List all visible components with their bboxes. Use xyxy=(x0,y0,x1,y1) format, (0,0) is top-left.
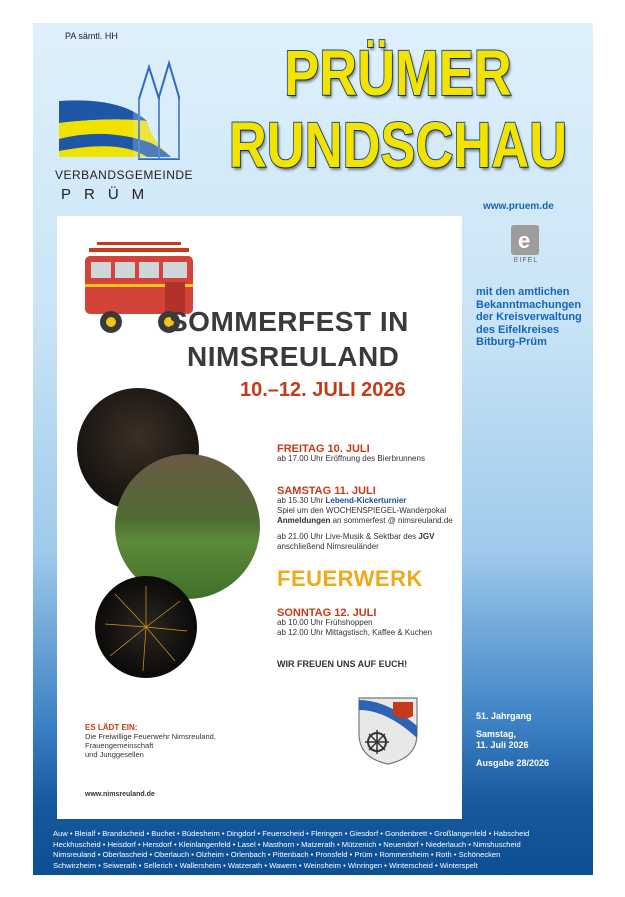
saturday-block xyxy=(277,486,453,552)
saturday-text: ab 21.00 Uhr Live-Musik & Sektbar des xyxy=(277,532,419,541)
invite-line: Die Freiwillige Feuerwehr Nimsreuland, xyxy=(85,732,216,741)
issue-year: 51. Jahrgang xyxy=(476,711,532,721)
poster-title-line2: NIMSREULAND xyxy=(187,341,400,372)
friday-block xyxy=(277,444,425,464)
saturday-line: anschließend Nimsreuländer xyxy=(277,542,379,551)
verbandsgemeinde-logo xyxy=(51,39,186,209)
title-line1: PRÜMER xyxy=(284,37,512,109)
poster-title-line1: SOMMERFEST IN xyxy=(169,306,409,337)
eifel-logo xyxy=(511,225,541,270)
eifel-label: EIFEL xyxy=(513,257,539,264)
feuerwerk-label: FEUERWERK xyxy=(277,566,423,591)
town-line: Auw • Bleialf • Brandscheid • Buchet • Büdesheim • Dingdorf • Feuerscheid • Fleringen • Giesdorf • Gondenbrett • Großlangenfeld • Habscheid xyxy=(53,829,530,838)
town-line: Heckhuscheid • Heisdorf • Hersdorf • Kleinlangenfeld • Lasel • Masthorn • Matzerath • Mützenich • Neuendorf • Niederlauch • Nimshuscheid xyxy=(53,839,521,849)
saturday-head: SAMSTAG 11. JULI xyxy=(277,485,376,497)
firework-icon xyxy=(95,576,197,678)
title-line2: RUNDSCHAU xyxy=(228,109,568,181)
coat-of-arms-icon xyxy=(357,696,419,766)
official-notice xyxy=(476,286,591,349)
saturday-line: Spiel um den WOCHENSPIEGEL-Wanderpokal xyxy=(277,506,447,515)
invite-head: ES LÄDT EIN: xyxy=(85,723,138,732)
invite-line: Frauengemeinschaft xyxy=(85,741,154,750)
town-list xyxy=(53,829,578,871)
notice-line: des Eifelkreises xyxy=(476,323,560,336)
event-poster xyxy=(57,216,462,819)
logo-sub: PRÜM xyxy=(61,186,158,203)
notice-line: der Kreisverwaltung xyxy=(476,311,582,323)
sunday-head: SONNTAG 12. JULI xyxy=(277,607,377,619)
town-line: Schwirzheim • Seiwerath • Sellerich • Wallersheim • Watzerath • Wawern • Weinsheim • Winringen • Winterscheid • Winterspelt xyxy=(53,860,478,870)
friday-head: FREITAG 10. JULI xyxy=(277,443,370,455)
saturday-bold: JGV xyxy=(418,532,435,541)
saturday-line xyxy=(277,496,453,506)
poster-website[interactable]: www.nimsreuland.de xyxy=(85,791,155,798)
website-link[interactable]: www.pruem.de xyxy=(483,201,554,212)
saturday-text: ab 15.30 Uhr xyxy=(277,496,326,505)
issue-number: Ausgabe 28/2026 xyxy=(476,758,550,768)
notice-line: mit den amtlichen xyxy=(476,286,570,298)
invite-line: und Junggesellen xyxy=(85,750,144,759)
logo-label: VERBANDSGEMEINDE xyxy=(55,168,194,182)
issue-date: 11. Juli 2026 xyxy=(476,740,529,750)
sunday-line: ab 10.00 Uhr Frühshoppen xyxy=(277,618,373,627)
closing-text: WIR FREUEN UNS AUF EUCH! xyxy=(277,659,408,669)
sunday-line: ab 12.00 Uhr Mittagstisch, Kaffee & Kuchen xyxy=(277,628,433,637)
saturday-highlight: Lebend-Kickerturnier xyxy=(325,496,407,505)
pa-note: PA sämtl. HH xyxy=(65,31,118,41)
invite-block xyxy=(85,723,216,759)
poster-date: 10.–12. JULI 2026 xyxy=(240,379,406,401)
saturday-email[interactable]: an sommerfest @ nimsreuland.de xyxy=(330,516,453,525)
issue-info xyxy=(476,711,549,769)
eifel-e-icon: e xyxy=(511,225,539,255)
saturday-bold: Anmeldungen xyxy=(277,516,331,525)
notice-line: Bitburg-Prüm xyxy=(476,336,547,348)
town-line: Nimsreuland • Oberlascheid • Oberlauch • Olzheim • Orlenbach • Pittenbach • Pronsfeld • Prüm • Rommersheim • Roth • Schönecken xyxy=(53,850,501,859)
newspaper-cover xyxy=(33,23,593,875)
photo-fireworks xyxy=(95,576,197,678)
issue-day: Samstag, xyxy=(476,729,517,739)
saturday-line xyxy=(277,532,453,542)
notice-line: Bekanntmachungen xyxy=(476,298,582,311)
friday-line: ab 17.00 Uhr Eröffnung des Bierbrunnens xyxy=(277,454,425,463)
sunday-block xyxy=(277,608,432,638)
saturday-line xyxy=(277,516,453,526)
